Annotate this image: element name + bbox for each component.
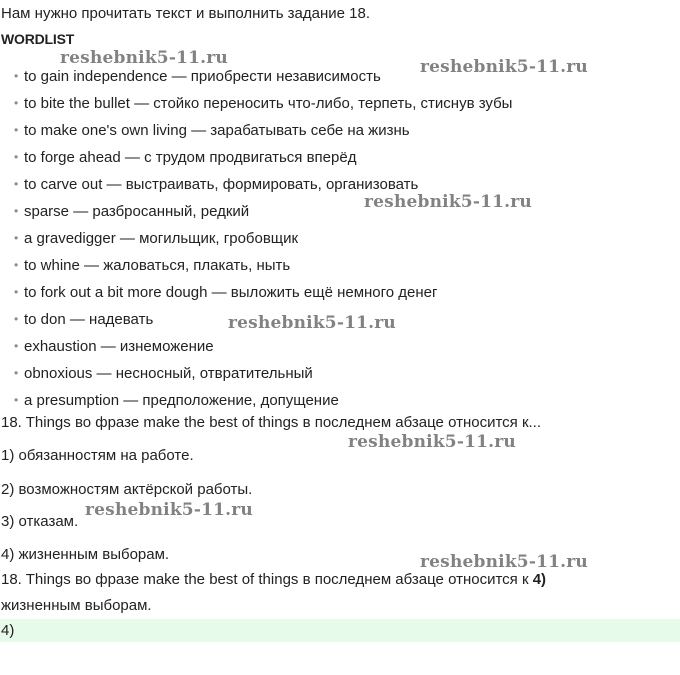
wordlist-item: • obnoxious — несносный, отвратительный — [14, 365, 313, 382]
answer-statement: 18. Things во фразе make the best of things в последнем абзаце относится к 4) — [1, 571, 547, 588]
wordlist-item: • to carve out — выстраивать, формировать, организовать — [14, 176, 419, 193]
wordlist-heading: WORDLIST — [1, 31, 75, 47]
bullet-icon: • — [14, 177, 19, 191]
wordlist-item: • to gain independence — приобрести независимость — [14, 68, 381, 85]
watermark: reshebnik5-11.ru — [60, 48, 228, 68]
wordlist-item: • to whine — жаловаться, плакать, ныть — [14, 257, 291, 274]
wordlist-item: • a gravedigger — могильщик, гробовщик — [14, 230, 299, 247]
intro-text: Нам нужно прочитать текст и выполнить задание 18. — [1, 5, 371, 22]
bullet-icon: • — [14, 366, 19, 380]
bullet-icon: • — [14, 285, 19, 299]
wordlist-item: • to make one's own living — зарабатывать себе на жизнь — [14, 122, 410, 139]
answer-highlight — [0, 619, 680, 642]
watermark: reshebnik5-11.ru — [420, 57, 588, 77]
wordlist-item: • a presumption — предположение, допущение — [14, 392, 339, 409]
answer-statement-continued: жизненным выборам. — [1, 597, 152, 614]
question-text: 18. Things во фразе make the best of things в последнем абзаце относится к... — [1, 414, 542, 431]
bullet-icon: • — [14, 312, 19, 326]
bullet-icon: • — [14, 123, 19, 137]
wordlist-item: • to bite the bullet — стойко переносить что-либо, терпеть, стиснув зубы — [14, 95, 513, 112]
answer-option: 2) возможностям актёрской работы. — [1, 481, 253, 498]
answer-option: 4) жизненным выборам. — [1, 546, 170, 563]
bullet-icon: • — [14, 96, 19, 110]
watermark: reshebnik5-11.ru — [420, 552, 588, 572]
wordlist-item: • to forge ahead — с трудом продвигаться вперёд — [14, 149, 357, 166]
answer-option: 1) обязанностям на работе. — [1, 447, 194, 464]
bullet-icon: • — [14, 204, 19, 218]
final-answer: 4) — [1, 622, 15, 639]
wordlist-item: • sparse — разбросанный, редкий — [14, 203, 250, 220]
bullet-icon: • — [14, 393, 19, 407]
watermark: reshebnik5-11.ru — [364, 192, 532, 212]
answer-option: 3) отказам. — [1, 513, 79, 530]
bullet-icon: • — [14, 69, 19, 83]
wordlist-item: • exhaustion — изнеможение — [14, 338, 214, 355]
bullet-icon: • — [14, 231, 19, 245]
bullet-icon: • — [14, 339, 19, 353]
watermark: reshebnik5-11.ru — [85, 500, 253, 520]
bullet-icon: • — [14, 258, 19, 272]
answer-number: 4) — [532, 571, 547, 588]
watermark: reshebnik5-11.ru — [228, 313, 396, 333]
wordlist-item: • to fork out a bit more dough — выложить ещё немного денег — [14, 284, 438, 301]
wordlist-item: • to don — надевать — [14, 311, 154, 328]
watermark: reshebnik5-11.ru — [348, 432, 516, 452]
bullet-icon: • — [14, 150, 19, 164]
